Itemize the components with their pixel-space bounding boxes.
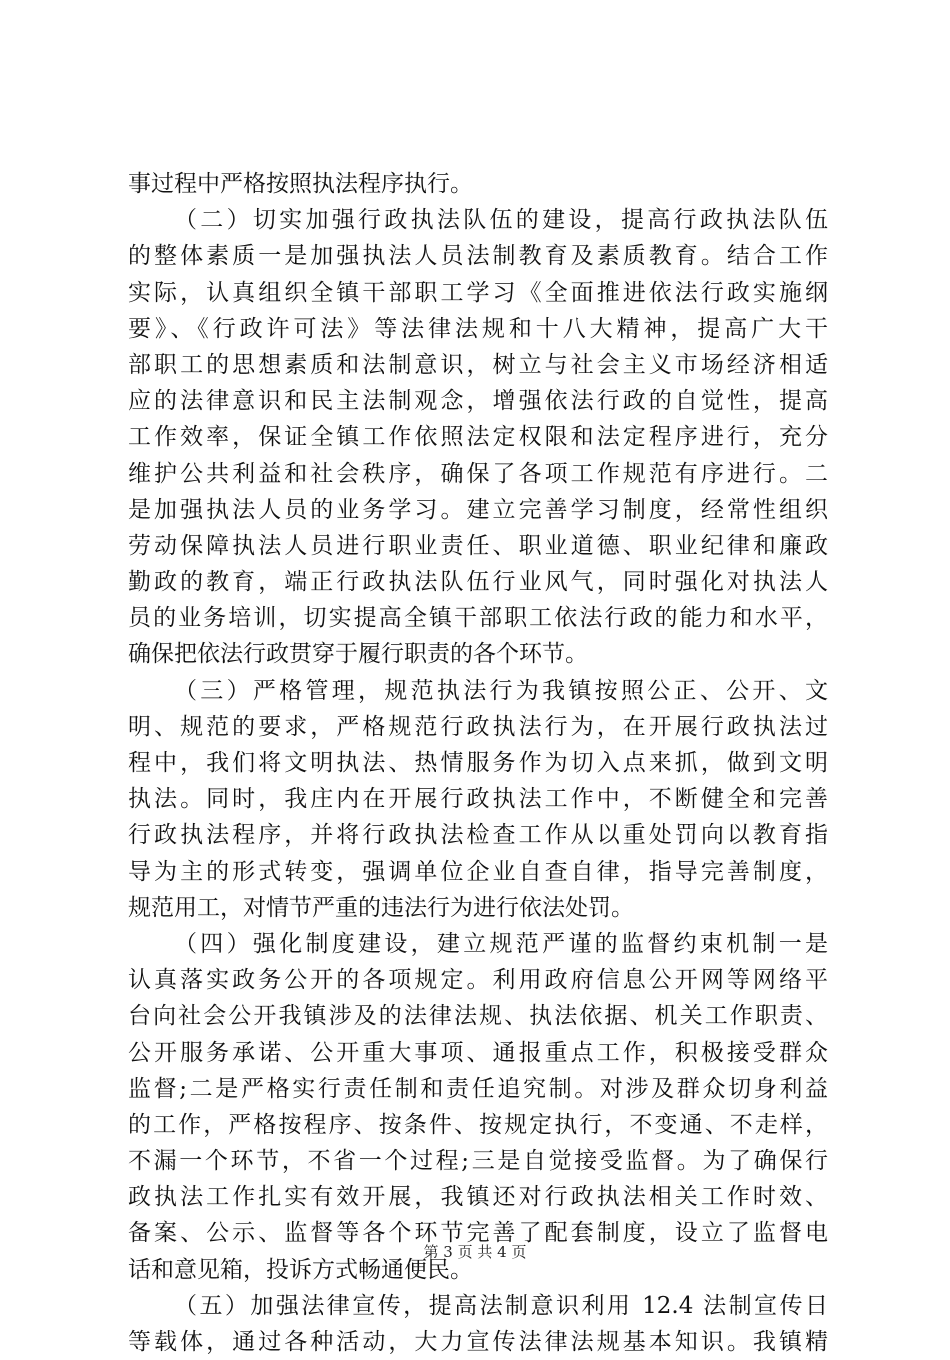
body-line: 备案、公示、监督等各个环节完善了配套制度，设立了监督电 <box>128 1220 828 1247</box>
body-line: 等载体，通过各种活动，大力宣传法律法规基本知识。我镇精 <box>128 1329 828 1355</box>
body-line: 应的法律意识和民主法制观念，增强依法行政的自觉性，提高 <box>128 388 828 415</box>
body-line: 员的业务培训，切实提高全镇干部职工依法行政的能力和水平， <box>128 605 828 632</box>
body-line: 要》、《行政许可法》等法律法规和十八大精神，提高广大干 <box>128 315 828 342</box>
body-line: 工作效率，保证全镇工作依照法定权限和法定程序进行，充分 <box>128 424 828 451</box>
body-line: 公开服务承诺、公开重大事项、通报重点工作，积极接受群众 <box>128 1039 828 1066</box>
page-number-footer: 第 3 页 共 4 页 <box>423 1243 527 1261</box>
body-line: 确保把依法行政贯穿于履行职责的各个环节。 <box>128 641 588 668</box>
paragraph-heading-line: （三）严格管理，规范执法行为我镇按照公正、公开、文 <box>174 677 828 704</box>
body-line: 台向社会公开我镇涉及的法律法规、执法依据、机关工作职责、 <box>128 1003 828 1030</box>
body-line: 政执法工作扎实有效开展，我镇还对行政执法相关工作时效、 <box>128 1184 828 1211</box>
body-line: 的工作，严格按程序、按条件、按规定执行，不变通、不走样， <box>128 1111 828 1138</box>
body-line: 导为主的形式转变，强调单位企业自查自律，指导完善制度， <box>128 858 828 885</box>
body-line: 实际，认真组织全镇干部职工学习《全面推进依法行政实施纲 <box>128 279 828 306</box>
body-line: 程中，我们将文明执法、热情服务作为切入点来抓，做到文明 <box>128 750 828 776</box>
body-line: 的整体素质一是加强执法人员法制教育及素质教育。结合工作 <box>128 243 828 270</box>
paragraph-heading-line: （二）切实加强行政执法队伍的建设，提高行政执法队伍 <box>174 207 828 234</box>
body-line: 是加强执法人员的业务学习。建立完善学习制度，经常性组织 <box>128 496 828 523</box>
body-line: 话和意见箱，投诉方式畅通便民。 <box>128 1256 473 1283</box>
body-line: 明、规范的要求，严格规范行政执法行为，在开展行政执法过 <box>128 713 828 740</box>
paragraph-heading-line: （四）强化制度建设，建立规范严谨的监督约束机制一是 <box>174 930 828 957</box>
body-line: 规范用工，对情节严重的违法行为进行依法处罚。 <box>128 894 634 921</box>
body-line: 部职工的思想素质和法制意识，树立与社会主义市场经济相适 <box>128 351 828 378</box>
body-line: 维护公共利益和社会秩序，确保了各项工作规范有序进行。二 <box>128 460 828 487</box>
body-line: 监督;二是严格实行责任制和责任追究制。对涉及群众切身利益 <box>128 1075 828 1102</box>
paragraph-heading-line: （五）加强法律宣传，提高法制意识利用 12.4 法制宣传日 <box>174 1292 828 1319</box>
body-line: 执法。同时，我庄内在开展行政执法工作中，不断健全和完善 <box>128 786 828 813</box>
document-body <box>128 166 828 1360</box>
body-line: 劳动保障执法人员进行职业责任、职业道德、职业纪律和廉政 <box>128 532 828 559</box>
body-line: 事过程中严格按照执法程序执行。 <box>128 171 473 197</box>
body-line: 勤政的教育，端正行政执法队伍行业风气，同时强化对执法人 <box>128 569 828 596</box>
body-line: 认真落实政务公开的各项规定。利用政府信息公开网等网络平 <box>128 967 828 994</box>
body-line: 不漏一个环节，不省一个过程;三是自觉接受监督。为了确保行 <box>128 1148 828 1175</box>
body-line: 行政执法程序，并将行政执法检查工作从以重处罚向以教育指 <box>128 822 828 849</box>
